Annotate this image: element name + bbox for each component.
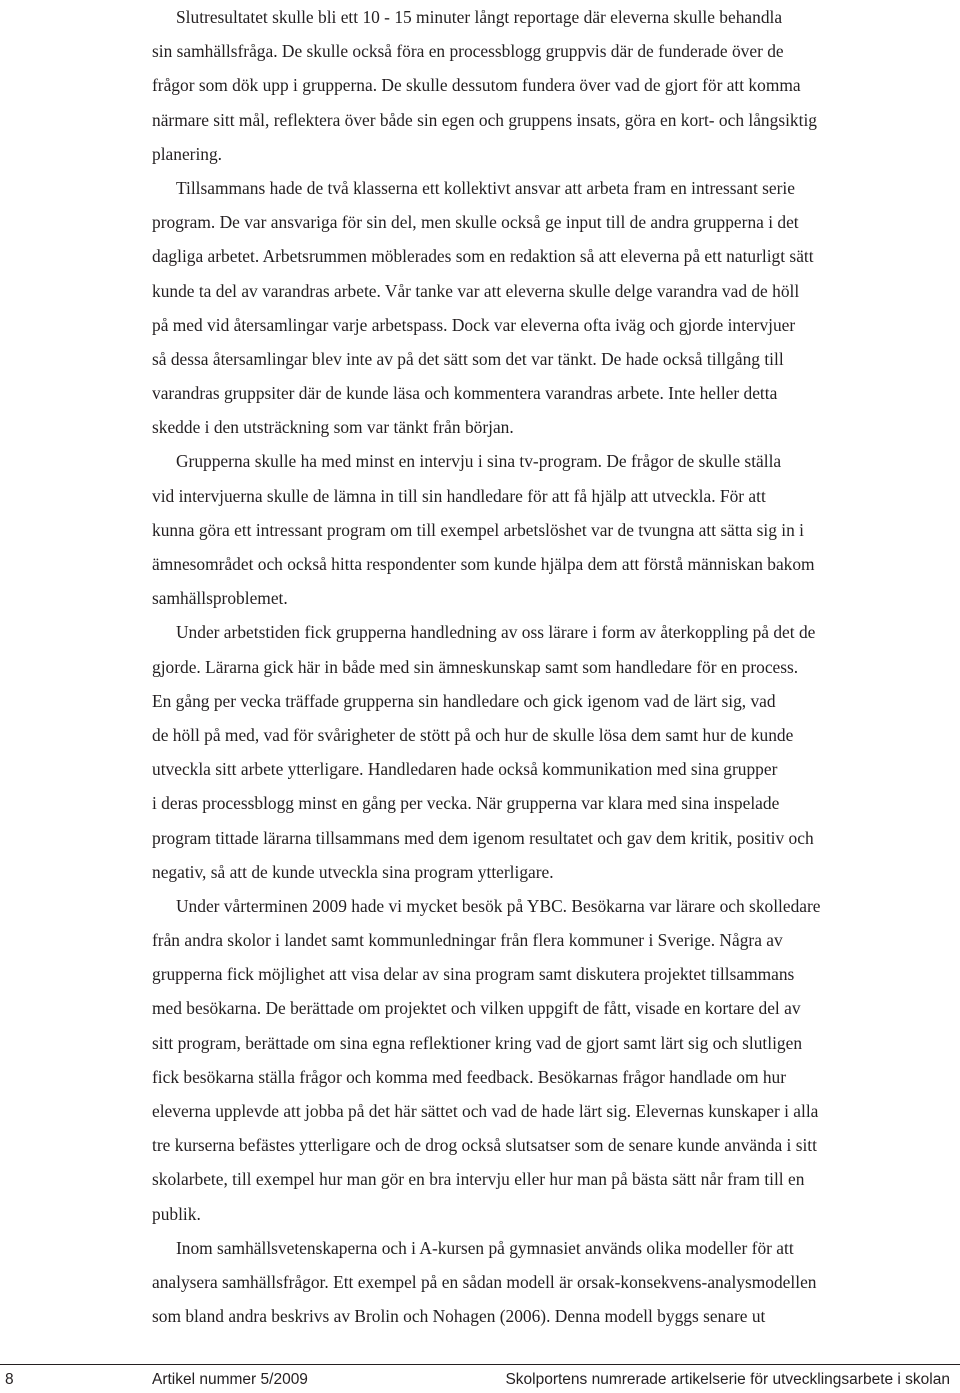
text-line: kunna göra ett intressant program om till exempel arbetslöshet var de tvungna att sätta sig in i [152, 519, 804, 540]
text-line: sitt program, berättade om sina egna reflektioner kring vad de gjort samt lärt sig och slutligen [152, 1032, 803, 1053]
text-line: kunde ta del av varandras arbete. Vår tanke var att eleverna skulle delge varandra vad de höll [152, 280, 800, 301]
footer-divider [0, 1364, 960, 1365]
text-line: Slutresultatet skulle bli ett 10 - 15 minuter långt reportage där eleverna skulle behandla [176, 7, 783, 27]
text-line: närmare sitt mål, reflektera över både sin egen och gruppens insats, göra en kort- och långsiktig [152, 109, 817, 130]
text-line: skedde i den utsträckning som var tänkt från början. [152, 417, 514, 438]
text-line: frågor som dök upp i grupperna. De skulle dessutom fundera över vad de gjort för att komma [152, 75, 801, 96]
text-line: som bland andra beskrivs av Brolin och Nohagen (2006). Denna modell byggs senare ut [152, 1306, 766, 1327]
text-line: varandras gruppsiter där de kunde läsa och kommentera varandras arbete. Inte heller detta [152, 383, 778, 404]
article-issue-label: Artikel nummer 5/2009 [152, 1371, 308, 1388]
text-line: analysera samhällsfrågor. Ett exempel på en sådan modell är orsak-konsekvens-analysmodellen [152, 1271, 817, 1292]
text-line: program. De var ansvariga för sin del, men skulle också ge input till de andra grupperna i det [152, 212, 799, 233]
page-number: 8 [5, 1371, 14, 1388]
text-line: grupperna fick möjlighet att visa delar av sina program samt diskutera projektet tillsammans [152, 964, 795, 985]
text-line: eleverna upplevde att jobba på det här sättet och vad de hade lärt sig. Elevernas kunskaper i alla [152, 1101, 819, 1121]
text-line: från andra skolor i landet samt kommunledningar från flera kommuner i Sverige. Några av [152, 930, 783, 951]
text-line: med besökarna. De berättade om projektet och vilken uppgift de fått, visade en kortare del av [152, 998, 801, 1019]
text-line: Inom samhällsvetenskaperna och i A-kursen på gymnasiet används olika modeller för att [176, 1237, 794, 1258]
text-line: Grupperna skulle ha med minst en intervju i sina tv-program. De frågor de skulle ställa [176, 451, 782, 472]
text-line: Under arbetstiden fick grupperna handledning av oss lärare i form av återkoppling på det de [176, 622, 816, 643]
text-line: En gång per vecka träffade grupperna sin handledare och gick igenom vad de lärt sig, vad [152, 690, 776, 711]
text-line: skolarbete, till exempel hur man gör en bra intervju eller hur man på bästa sätt når fram till en [152, 1169, 805, 1190]
text-line: i deras processblogg minst en gång per vecka. När grupperna var klara med sina inspelade [152, 793, 780, 814]
series-title: Skolportens numrerade artikelserie för utvecklingsarbete i skolan [505, 1371, 950, 1388]
text-line: ämnesområdet och också hitta respondenter som kunde hjälpa dem att förstå människan bakom [152, 554, 815, 574]
text-line: så dessa återsamlingar blev inte av på det sätt som det var tänkt. De hade också tillgång till [152, 348, 784, 369]
text-line: fick besökarna ställa frågor och komma med feedback. Besökarnas frågor handlade om hur [152, 1066, 787, 1087]
text-line: sin samhällsfråga. De skulle också föra en processblogg gruppvis där de funderade över de [152, 41, 784, 62]
text-line: Tillsammans hade de två klasserna ett kollektivt ansvar att arbeta fram en intressant serie [176, 177, 795, 198]
text-line: Under vårterminen 2009 hade vi mycket besök på YBC. Besökarna var lärare och skolledare [176, 895, 821, 916]
text-line: publik. [152, 1203, 201, 1224]
text-line: negativ, så att de kunde utveckla sina program ytterligare. [152, 861, 554, 882]
text-line: utveckla sitt arbete ytterligare. Handledaren hade också kommunikation med sina grupper [152, 759, 778, 780]
text-line: program tittade lärarna tillsammans med dem igenom resultatet och gav dem kritik, positiv och [152, 827, 814, 848]
text-line: vid intervjuerna skulle de lämna in till sin handledare för att få hjälp att utveckla. För att [152, 485, 766, 506]
text-line: gjorde. Lärarna gick här in både med sin ämneskunskap samt som handledare för en process. [152, 656, 799, 677]
text-line: planering. [152, 143, 223, 164]
text-line: samhällsproblemet. [152, 588, 288, 609]
text-line: på med vid återsamlingar varje arbetspass. Dock var eleverna ofta iväg och gjorde intervjuer [152, 314, 796, 335]
text-line: de höll på med, vad för svårigheter de stött på och hur de skulle lösa dem samt hur de kunde [152, 724, 794, 745]
text-line: tre kurserna befästes ytterligare och de drog också slutsatser som de senare kunde använda i sitt [152, 1135, 817, 1156]
article-body [152, 0, 960, 1333]
text-line: dagliga arbetet. Arbetsrummen möblerades som en redaktion så att eleverna på ett naturligt sätt [152, 246, 814, 267]
